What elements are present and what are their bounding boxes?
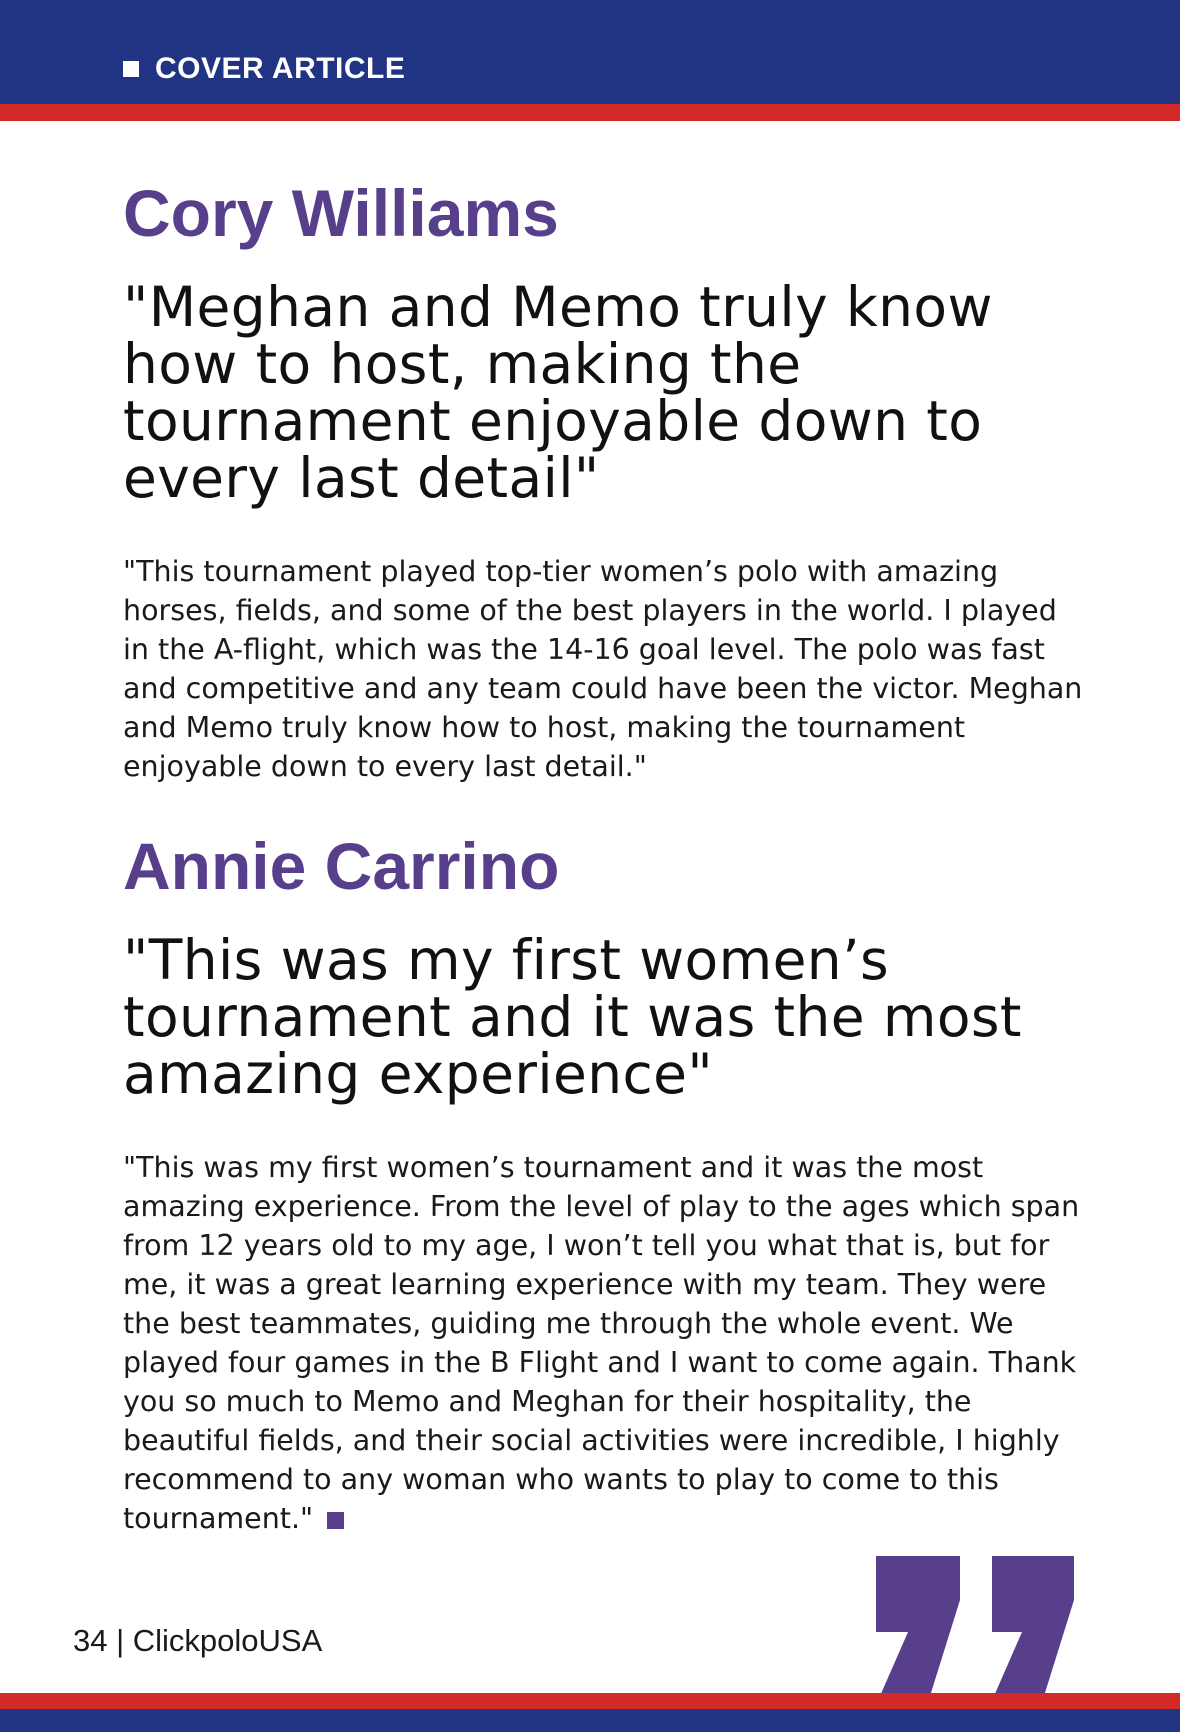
closing-quote-icon [868,1556,1090,1696]
pull-quote: "Meghan and Memo truly know how to host, making the tournament enjoyable down to every last detail" [123,275,993,510]
testimonial-name: Cory Williams [123,176,559,250]
pull-quote: "This was my first women’s tournament and it was the most amazing experience" [123,928,1022,1106]
square-bullet-icon [123,61,139,77]
page-folio: 34 | ClickpoloUSA [73,1623,323,1658]
testimonial-name: Annie Carrino [123,829,560,903]
testimonial-quote [123,1148,1083,1538]
testimonial-quote-text: "This was my first women’s tournament and it was the most amazing experience. From the level of play to the ages which span from 12 years old to my age, I won’t tell you what that is, but for me, it was a great learning experience with my team. They were the best teammates, guiding me through the whole event. We played four games in the B Flight and I want to come again. Thank you so much to Memo and Meghan for their hospitality, the beautiful fields, and their social activities were incredible, I highly recommend to any woman who wants to play to come to this tournament." [123,1151,1080,1535]
article-content [123,168,1083,1538]
testimonial-quote: "This tournament played top-tier women’s polo with amazing horses, fields, and some of the best players in the world. I played in the A-flight, which was the 14-16 goal level. The polo was fast and competitive and any team could have been the victor. Meghan and Memo truly know how to host, making the tournament enjoyable down to every last detail." [123,555,1083,783]
end-square-icon [327,1512,344,1529]
header-red-stripe [0,104,1180,121]
footer-red-stripe [0,1693,1180,1709]
footer-band [0,1709,1180,1732]
section-label: COVER ARTICLE [155,52,406,85]
